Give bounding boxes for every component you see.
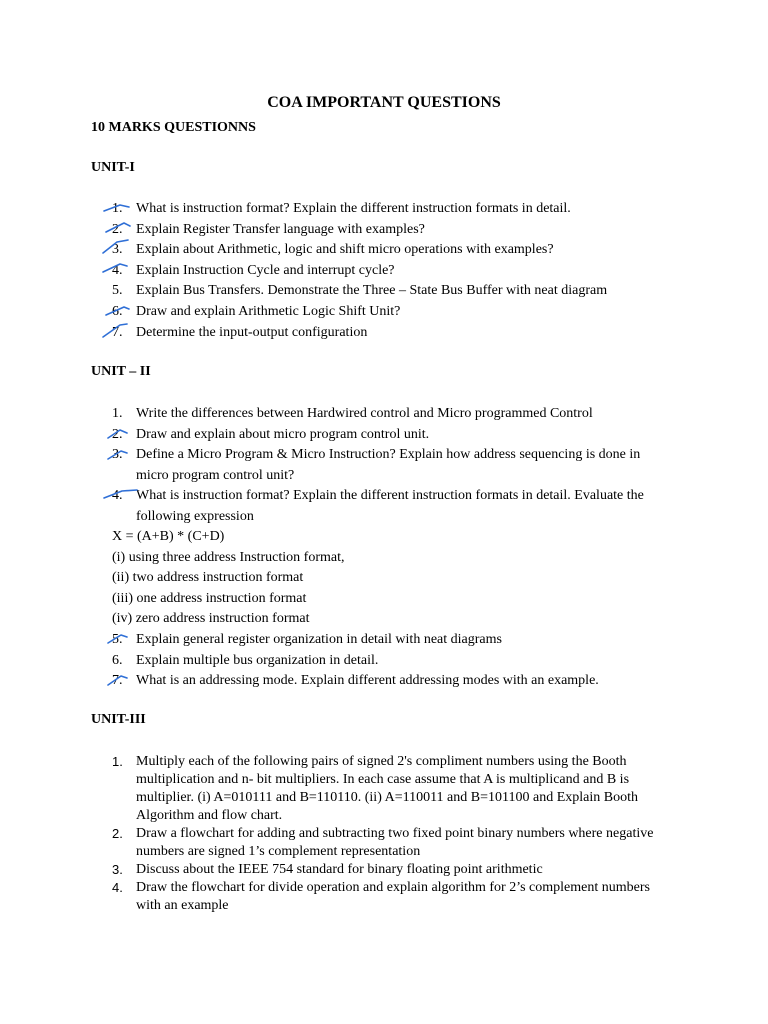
question-text: Explain Bus Transfers. Demonstrate the Three – State Bus Buffer with neat diagram bbox=[136, 283, 608, 299]
item-number: 2. bbox=[112, 221, 123, 237]
unit-2-question-list-continued bbox=[0, 630, 680, 692]
page-title: COA IMPORTANT QUESTIONS bbox=[267, 94, 501, 111]
item-number: 6. bbox=[112, 652, 123, 668]
unit-1-heading: UNIT-I bbox=[91, 160, 135, 175]
list-item bbox=[0, 323, 680, 344]
question-text: What is instruction format? Explain the different instruction formats in detail. Evaluate the following expression bbox=[136, 488, 644, 524]
unit-3-heading: UNIT-III bbox=[91, 712, 146, 727]
item-number: 1. bbox=[112, 754, 123, 769]
item-number: 3. bbox=[112, 447, 123, 463]
list-item bbox=[0, 199, 680, 220]
list-item bbox=[0, 302, 680, 323]
item-number: 4. bbox=[112, 880, 123, 895]
list-item bbox=[0, 404, 680, 425]
list-item bbox=[0, 861, 680, 879]
question-text: Write the differences between Hardwired control and Micro programmed Control bbox=[136, 406, 593, 421]
question-text: What is instruction format? Explain the different instruction formats in detail. bbox=[136, 201, 571, 216]
item-number: 1. bbox=[112, 406, 123, 421]
item-number: 3. bbox=[112, 862, 123, 877]
list-item bbox=[0, 240, 680, 261]
question-text: Explain general register organization in detail with neat diagrams bbox=[136, 632, 502, 647]
expression-line: X = (A+B) * (C+D) bbox=[112, 529, 225, 544]
question-text: Explain Register Transfer language with examples? bbox=[136, 221, 425, 237]
item-number: 5. bbox=[112, 283, 123, 299]
expression-line: (iii) one address instruction format bbox=[112, 591, 307, 606]
question-text: Define a Micro Program & Micro Instruction? Explain how address sequencing is done in micro program control unit? bbox=[136, 447, 641, 483]
list-item bbox=[0, 261, 680, 282]
expression-line: (i) using three address Instruction format, bbox=[112, 550, 345, 565]
item-number: 6. bbox=[112, 303, 123, 319]
item-number: 2. bbox=[112, 426, 123, 442]
list-item bbox=[0, 445, 664, 486]
item-number: 3. bbox=[112, 242, 123, 258]
question-text: Explain about Arithmetic, logic and shift micro operations with examples? bbox=[136, 242, 554, 258]
unit-3-question-list bbox=[0, 753, 680, 915]
list-item bbox=[0, 630, 680, 651]
list-item bbox=[0, 486, 664, 527]
section-subtitle: 10 MARKS QUESTIONNS bbox=[91, 120, 256, 135]
question-text: What is an addressing mode. Explain different addressing modes with an example. bbox=[136, 673, 599, 689]
expression-line: (iv) zero address instruction format bbox=[112, 611, 310, 626]
item-number: 4. bbox=[112, 262, 123, 278]
list-item bbox=[0, 825, 672, 861]
question-text: Draw and explain about micro program control unit. bbox=[136, 426, 430, 442]
question-text: Multiply each of the following pairs of signed 2's compliment numbers using the Booth multiplication and n- bit multipliers. In each case assume that A is multiplicand and B is multiplier. (i) A=010111 and B=110110. (ii) A=110011 and B=101100 and Explain Booth Algorithm and flow chart. bbox=[136, 754, 638, 823]
question-text: Determine the input-output configuration bbox=[136, 324, 368, 340]
list-item bbox=[0, 879, 672, 915]
item-number: 4. bbox=[112, 488, 123, 504]
question-text: Discuss about the IEEE 754 standard for binary floating point arithmetic bbox=[136, 862, 543, 877]
item-number: 2. bbox=[112, 826, 123, 841]
question-text: Draw the flowchart for divide operation and explain algorithm for 2’s complement numbers with an example bbox=[136, 880, 650, 913]
item-number: 7. bbox=[112, 324, 123, 340]
list-item bbox=[0, 281, 680, 302]
list-item bbox=[0, 671, 680, 692]
question-text: Explain Instruction Cycle and interrupt cycle? bbox=[136, 262, 395, 278]
unit-2-question-list bbox=[0, 404, 680, 528]
unit-1-question-list bbox=[0, 199, 680, 343]
unit-2-heading: UNIT – II bbox=[91, 364, 151, 379]
list-item bbox=[0, 651, 680, 672]
list-item bbox=[0, 425, 680, 446]
item-number: 1. bbox=[112, 201, 123, 216]
question-text: Explain multiple bus organization in detail. bbox=[136, 652, 379, 668]
question-text: Draw a flowchart for adding and subtracting two fixed point binary numbers where negative numbers are signed 1’s complement representation bbox=[136, 826, 654, 859]
list-item bbox=[0, 753, 672, 825]
item-number: 7. bbox=[112, 673, 123, 689]
expression-line: (ii) two address instruction format bbox=[112, 570, 304, 585]
list-item bbox=[0, 220, 680, 241]
item-number: 5. bbox=[112, 632, 123, 647]
question-text: Draw and explain Arithmetic Logic Shift Unit? bbox=[136, 303, 401, 319]
